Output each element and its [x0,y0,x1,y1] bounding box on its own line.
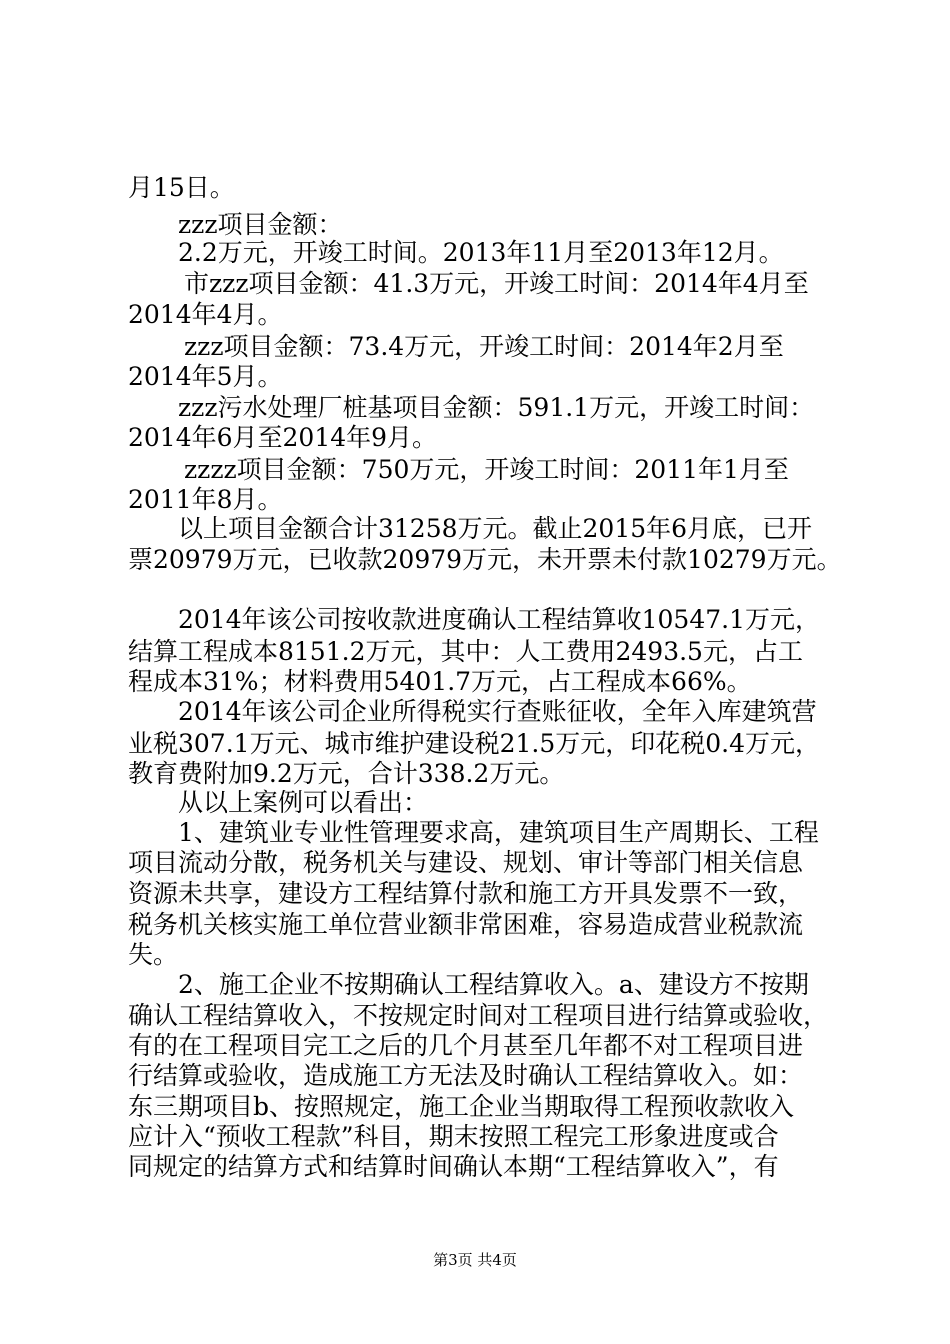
text-line: 税务机关核实施工单位营业额非常困难，容易造成营业税款流 [128,910,804,939]
text-line: 项目流动分散，税务机关与建设、规划、审计等部门相关信息 [128,848,804,877]
text-line: 2014年该公司按收款进度确认工程结算收10547.1万元， [178,605,821,634]
text-line: 2、施工企业不按期确认工程结算收入。a、建设方不按期 [178,970,809,999]
text-line: 2011年8月。 [128,485,283,514]
text-line: 2.2万元，开竣工时间。2013年11月至2013年12月。 [178,238,784,267]
text-line: 确认工程结算收入，不按规定时间对工程项目进行结算或验收， [128,1001,829,1030]
text-line: zzz污水处理厂桩基项目金额：591.1万元，开竣工时间： [178,393,815,422]
text-line: 东三期项目b、按照规定，施工企业当期取得工程预收款收入 [128,1092,795,1121]
text-line: 有的在工程项目完工之后的几个月甚至几年都不对工程项目进 [128,1031,804,1060]
text-line: 2014年6月至2014年9月。 [128,423,438,452]
text-line: 同规定的结算方式和结算时间确认本期“工程结算收入”，有 [128,1152,779,1181]
text-line: 教育费附加9.2万元，合计338.2万元。 [128,759,565,788]
text-line: 资源未共享，建设方工程结算付款和施工方开具发票不一致， [128,879,804,908]
text-line: 程成本31%；材料费用5401.7万元，占工程成本66%。 [128,667,752,696]
text-line: 票20979万元，已收款20979万元，未开票未付款10279万元。 [128,545,842,574]
text-line: 从以上案例可以看出： [178,788,429,817]
text-line: 2014年该公司企业所得税实行查账征收，全年入库建筑营 [178,697,817,726]
text-line: 1、建筑业专业性管理要求高，建筑项目生产周期长、工程 [178,818,819,847]
page-footer: 第3页 共4页 [433,1251,517,1269]
text-line: zzz项目金额： [178,210,343,239]
text-line: 失。 [128,940,179,969]
text-line: zzzz项目金额：750万元，开竣工时间：2011年1月至 [184,455,789,484]
text-line: 结算工程成本8151.2万元，其中：人工费用2493.5元，占工 [128,637,803,666]
text-line: 2014年5月。 [128,362,283,391]
text-line: 业税307.1万元、城市维护建设税21.5万元，印花税0.4万元， [128,729,820,758]
text-line: 2014年4月。 [128,300,283,329]
text-line: 市zzz项目金额：41.3万元，开竣工时间：2014年4月至 [184,269,809,298]
text-line: 行结算或验收，造成施工方无法及时确认工程结算收入。如： [128,1061,804,1090]
text-line: 应计入“预收工程款”科目，期末按照工程完工形象进度或合 [128,1122,779,1151]
text-line: 月15日。 [128,173,235,202]
text-line: zzz项目金额：73.4万元，开竣工时间：2014年2月至 [184,332,784,361]
text-line: 以上项目金额合计31258万元。截止2015年6月底，已开 [178,514,813,543]
